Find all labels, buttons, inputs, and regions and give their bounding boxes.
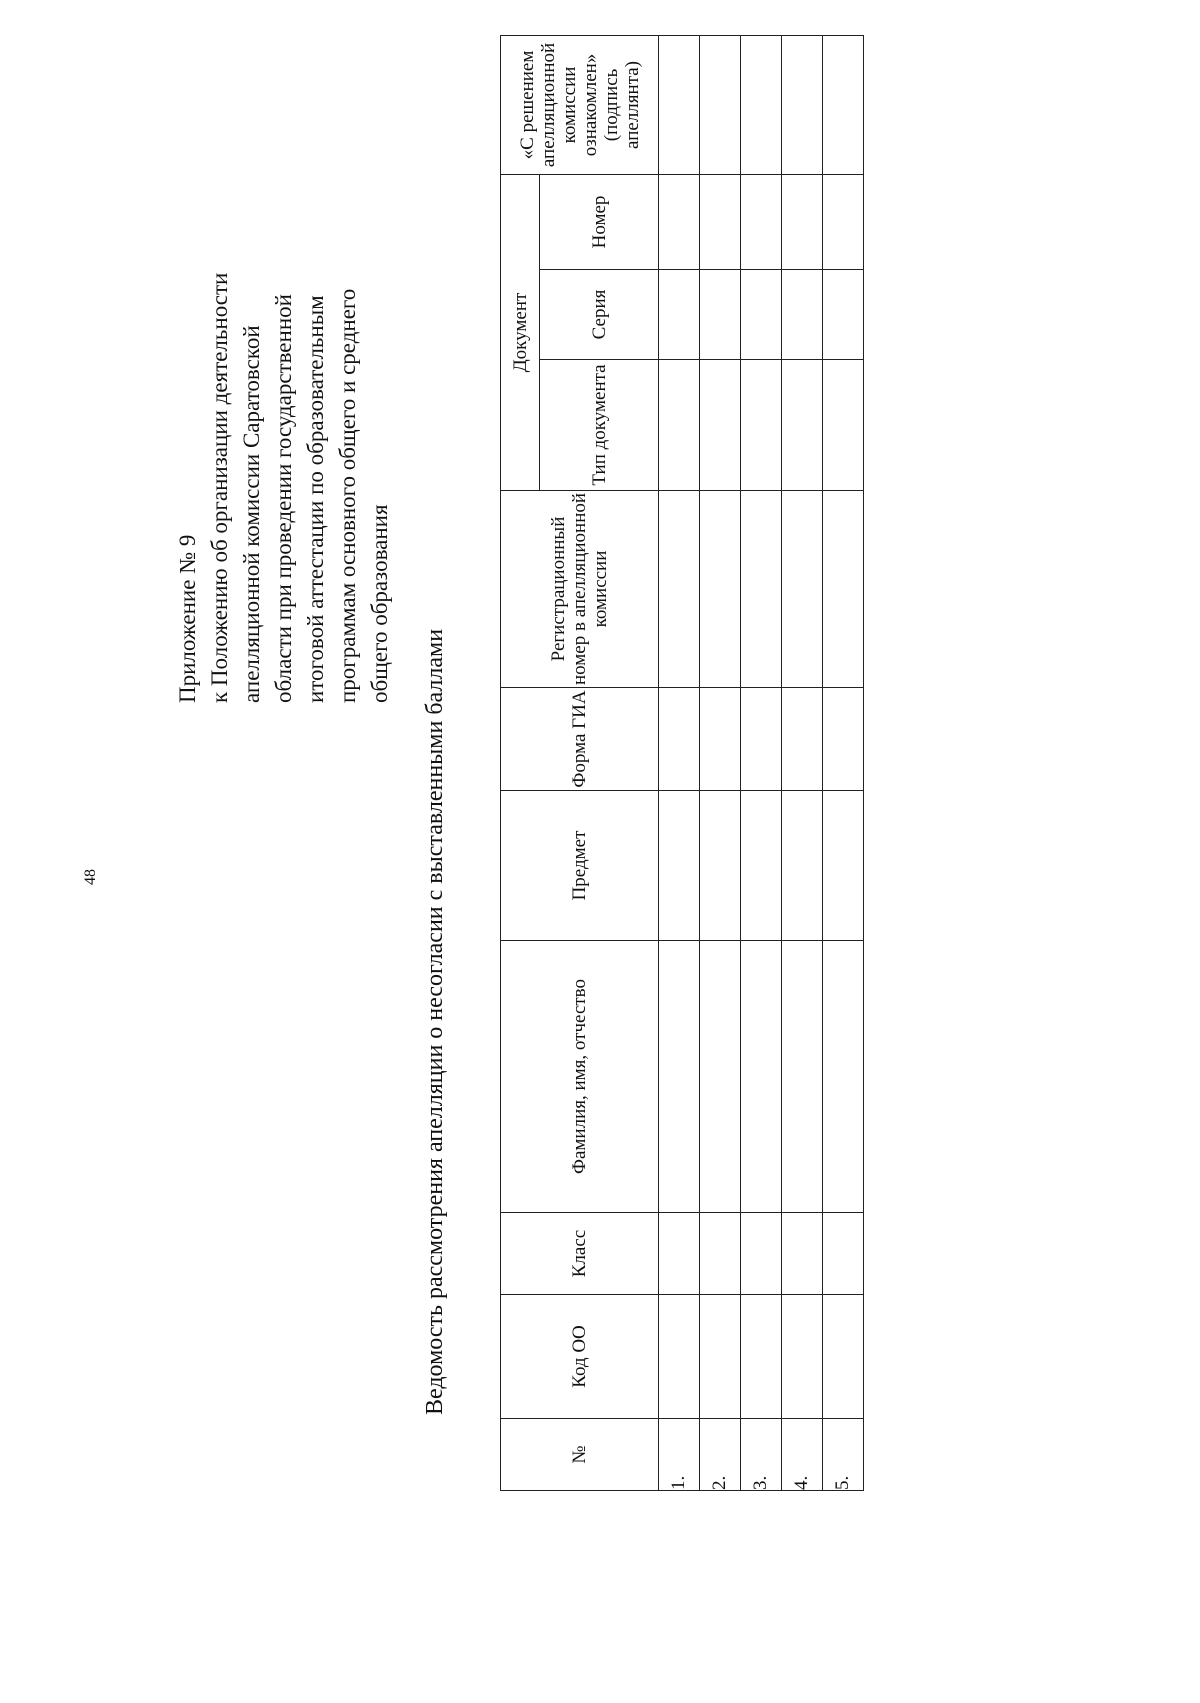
table-cell	[782, 491, 823, 688]
table-cell	[782, 688, 823, 791]
table-row	[823, 35, 864, 1490]
table-cell	[823, 270, 864, 360]
row-number: 1.	[659, 1419, 700, 1491]
appendix-line: Приложение № 9	[175, 534, 200, 703]
table-header-row	[501, 35, 540, 1490]
table-cell	[700, 360, 741, 491]
table-row	[741, 35, 782, 1490]
table-cell	[700, 688, 741, 791]
table-cell	[700, 791, 741, 941]
table-cell	[700, 1213, 741, 1295]
header-class: Класс	[501, 1213, 659, 1295]
table-cell	[782, 1213, 823, 1295]
table-cell	[741, 174, 782, 269]
table-cell	[823, 491, 864, 688]
table-cell	[659, 1213, 700, 1295]
table-cell	[782, 1295, 823, 1419]
page-number: 48	[82, 869, 99, 885]
table-cell	[700, 174, 741, 269]
header-acknowledged: «С решением апелляционной комиссии ознакомлен» (подпись апеллянта)	[501, 35, 659, 174]
table-cell	[741, 35, 782, 174]
row-number: 2.	[700, 1419, 741, 1491]
table-cell	[782, 174, 823, 269]
table-cell	[659, 35, 700, 174]
table-cell	[782, 270, 823, 360]
row-number: 4.	[782, 1419, 823, 1491]
table-cell	[823, 688, 864, 791]
table-cell	[782, 791, 823, 941]
table-cell	[823, 360, 864, 491]
header-full-name: Фамилия, имя, отчество	[501, 941, 659, 1213]
header-school-code: Код ОО	[501, 1295, 659, 1419]
appendix-line: к Положению об организации деятельности	[207, 272, 232, 703]
header-reg-number: Регистрационный номер в апелляционной комиссии	[501, 491, 659, 688]
table-cell	[659, 270, 700, 360]
header-num: №	[501, 1419, 659, 1491]
table-cell	[700, 270, 741, 360]
table-cell	[741, 791, 782, 941]
appendix-line: итоговой аттестации по образовательным	[303, 295, 328, 703]
header-document: Документ	[501, 174, 540, 490]
table-cell	[823, 35, 864, 174]
table-cell	[823, 941, 864, 1213]
table-row	[659, 35, 700, 1490]
table-row	[700, 35, 741, 1490]
table-cell	[659, 174, 700, 269]
appeal-register-table	[500, 35, 864, 1491]
table-cell	[741, 491, 782, 688]
table-cell	[741, 270, 782, 360]
row-number: 3.	[741, 1419, 782, 1491]
table-cell	[741, 688, 782, 791]
appendix-line: общего образования	[367, 504, 392, 703]
table-cell	[659, 360, 700, 491]
table-cell	[659, 688, 700, 791]
table-cell	[782, 360, 823, 491]
header-doc-series: Серия	[540, 270, 659, 360]
header-gia-form: Форма ГИА	[501, 688, 659, 791]
table-cell	[700, 941, 741, 1213]
table-cell	[659, 1295, 700, 1419]
table-cell	[823, 1213, 864, 1295]
appendix-line: апелляционной комиссии Саратовской	[239, 325, 264, 703]
table-cell	[782, 35, 823, 174]
header-doc-type: Тип документа	[540, 360, 659, 491]
row-number: 5.	[823, 1419, 864, 1491]
table-cell	[741, 1295, 782, 1419]
table-cell	[823, 174, 864, 269]
table-cell	[823, 791, 864, 941]
table-cell	[700, 35, 741, 174]
table-cell	[659, 941, 700, 1213]
table-cell	[700, 491, 741, 688]
document-title: Ведомость рассмотрения апелляции о несогласии с выставленными баллами	[422, 628, 448, 1415]
table-cell	[741, 1213, 782, 1295]
table-cell	[659, 791, 700, 941]
table-cell	[741, 360, 782, 491]
appendix-line: области при проведении государственной	[271, 294, 296, 703]
header-doc-number: Номер	[540, 174, 659, 269]
header-subject: Предмет	[501, 791, 659, 941]
appendix-note	[172, 143, 396, 703]
table-cell	[659, 491, 700, 688]
table-cell	[700, 1295, 741, 1419]
table-cell	[741, 941, 782, 1213]
table-cell	[782, 941, 823, 1213]
appendix-line: программам основного общего и среднего	[335, 288, 360, 703]
table-row	[782, 35, 823, 1490]
table-cell	[823, 1295, 864, 1419]
